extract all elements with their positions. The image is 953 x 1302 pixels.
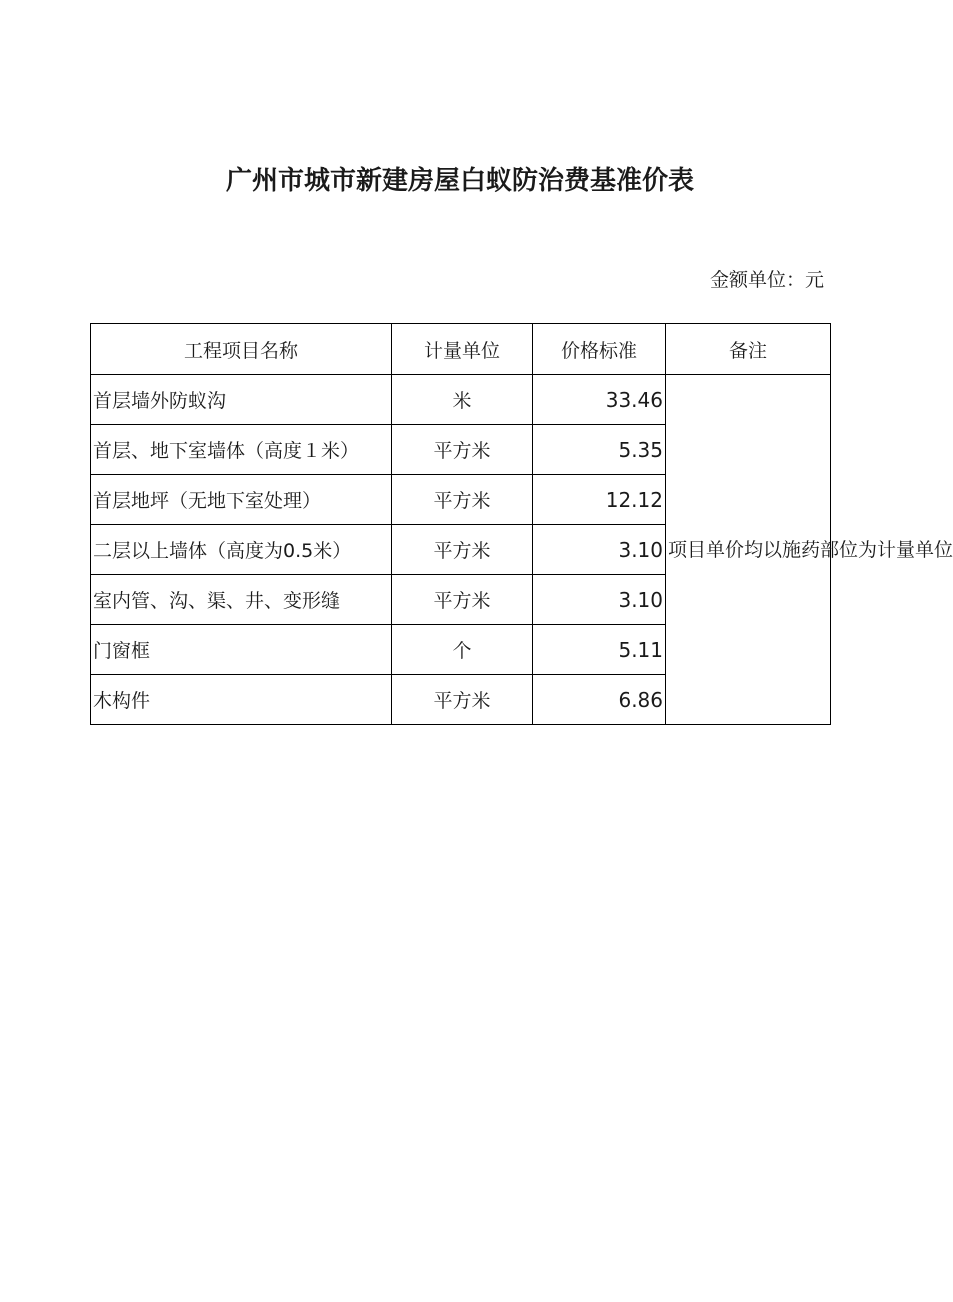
row-unit: 个 — [392, 625, 533, 675]
row-unit: 平方米 — [392, 475, 533, 525]
row-price: 6.86 — [533, 675, 666, 725]
table-row — [91, 375, 831, 425]
table-header-row — [91, 324, 831, 375]
row-name: 首层、地下室墙体（高度１米） — [91, 425, 392, 475]
row-unit: 米 — [392, 375, 533, 425]
price-table — [90, 323, 953, 725]
row-price: 3.10 — [533, 525, 666, 575]
row-price: 5.11 — [533, 625, 666, 675]
header-unit: 计量单位 — [392, 324, 533, 375]
row-price: 3.10 — [533, 575, 666, 625]
header-project-name: 工程项目名称 — [91, 324, 392, 375]
page-title: 广州市城市新建房屋白蚁防治费基准价表 — [225, 166, 694, 196]
row-name: 首层墙外防蚁沟 — [91, 375, 392, 425]
header-remark: 备注 — [666, 324, 831, 375]
row-price: 33.46 — [533, 375, 666, 425]
row-name: 木构件 — [91, 675, 392, 725]
row-price: 5.35 — [533, 425, 666, 475]
row-name: 二层以上墙体（高度为0.5米） — [91, 525, 392, 575]
row-price: 12.12 — [533, 475, 666, 525]
row-name: 室内管、沟、渠、井、变形缝 — [91, 575, 392, 625]
header-price: 价格标准 — [533, 324, 666, 375]
row-unit: 平方米 — [392, 575, 533, 625]
row-name: 首层地坪（无地下室处理） — [91, 475, 392, 525]
remark-cell: 项目单价均以施药部位为计量单位 — [666, 375, 831, 725]
row-unit: 平方米 — [392, 425, 533, 475]
row-unit: 平方米 — [392, 675, 533, 725]
row-unit: 平方米 — [392, 525, 533, 575]
row-name: 门窗框 — [91, 625, 392, 675]
currency-unit-note: 金额单位：元 — [709, 269, 824, 291]
